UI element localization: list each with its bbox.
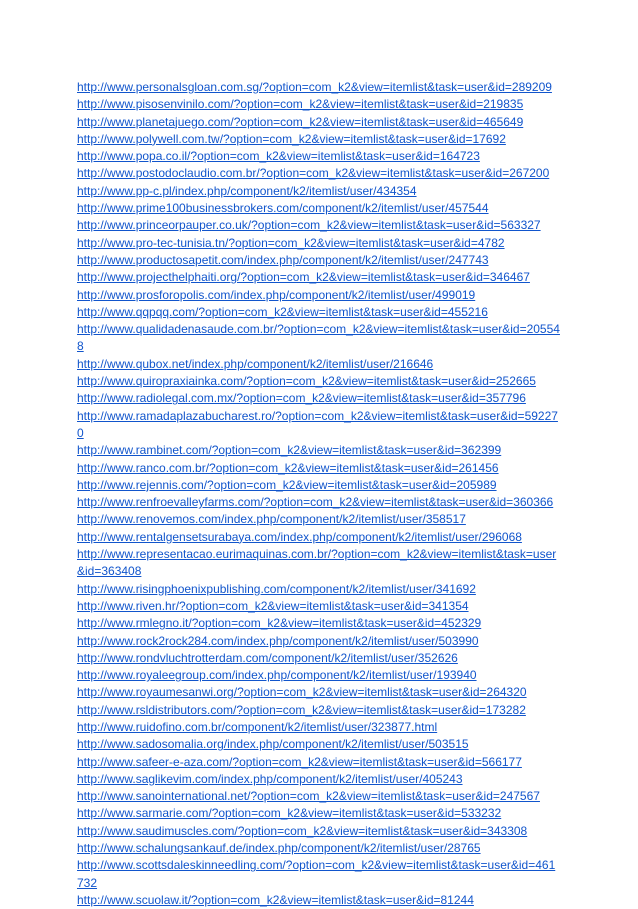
link-item[interactable]: http://www.renovemos.com/index.php/component/k2/itemlist/user/358517 — [77, 512, 466, 527]
link-item[interactable]: http://www.safeer-e-aza.com/?option=com_k2&view=itemlist&task=user&id=566177 — [77, 754, 522, 769]
link-item[interactable]: http://www.projecthelphaiti.org/?option=com_k2&view=itemlist&task=user&id=346467 — [77, 270, 530, 285]
link-item[interactable]: http://www.rsldistributors.com/?option=com_k2&view=itemlist&task=user&id=173282 — [77, 702, 526, 717]
link-item[interactable]: http://www.productosapetit.com/index.php/component/k2/itemlist/user/247743 — [77, 252, 489, 267]
link-item[interactable]: http://www.ranco.com.br/?option=com_k2&view=itemlist&task=user&id=261456 — [77, 460, 499, 475]
link-item[interactable]: http://www.rondvluchtrotterdam.com/component/k2/itemlist/user/352626 — [77, 650, 458, 665]
link-item[interactable]: http://www.postodoclaudio.com.br/?option=com_k2&view=itemlist&task=user&id=267200 — [77, 166, 550, 181]
link-item[interactable]: http://www.ruidofino.com.br/component/k2/itemlist/user/323877.html — [77, 719, 438, 734]
link-item[interactable]: http://www.popa.co.il/?option=com_k2&view=itemlist&task=user&id=164723 — [77, 149, 480, 164]
link-list — [77, 79, 561, 909]
link-item[interactable]: http://www.renfroevalleyfarms.com/?option=com_k2&view=itemlist&task=user&id=360366 — [77, 495, 554, 510]
document-page — [77, 79, 561, 909]
link-item[interactable]: http://www.rentalgensetsurabaya.com/index.php/component/k2/itemlist/user/296068 — [77, 529, 522, 544]
link-item[interactable]: http://www.qualidadenasaude.com.br/?option=com_k2&view=itemlist&task=user&id=205548 — [77, 322, 560, 354]
link-item[interactable]: http://www.riven.hr/?option=com_k2&view=itemlist&task=user&id=341354 — [77, 598, 469, 613]
link-item[interactable]: http://www.polywell.com.tw/?option=com_k2&view=itemlist&task=user&id=17692 — [77, 131, 506, 146]
link-item[interactable]: http://www.rambinet.com/?option=com_k2&view=itemlist&task=user&id=362399 — [77, 443, 502, 458]
link-item[interactable]: http://www.royaleegroup.com/index.php/component/k2/itemlist/user/193940 — [77, 668, 477, 683]
link-item[interactable]: http://www.quiropraxiainka.com/?option=com_k2&view=itemlist&task=user&id=252665 — [77, 374, 536, 389]
link-item[interactable]: http://www.sanointernational.net/?option=com_k2&view=itemlist&task=user&id=247567 — [77, 789, 540, 804]
link-item[interactable]: http://www.qqpqq.com/?option=com_k2&view=itemlist&task=user&id=455216 — [77, 304, 488, 319]
link-item[interactable]: http://www.rejennis.com/?option=com_k2&view=itemlist&task=user&id=205989 — [77, 477, 497, 492]
link-item[interactable]: http://www.ramadaplazabucharest.ro/?option=com_k2&view=itemlist&task=user&id=592270 — [77, 408, 558, 440]
link-item[interactable]: http://www.saglikevim.com/index.php/component/k2/itemlist/user/405243 — [77, 771, 463, 786]
link-item[interactable]: http://www.sadosomalia.org/index.php/component/k2/itemlist/user/503515 — [77, 737, 469, 752]
link-item[interactable]: http://www.prime100businessbrokers.com/component/k2/itemlist/user/457544 — [77, 201, 489, 216]
link-item[interactable]: http://www.princeorpauper.co.uk/?option=com_k2&view=itemlist&task=user&id=563327 — [77, 218, 541, 233]
link-item[interactable]: http://www.representacao.eurimaquinas.com.br/?option=com_k2&view=itemlist&task=user&id=363408 — [77, 547, 557, 579]
link-item[interactable]: http://www.rock2rock284.com/index.php/component/k2/itemlist/user/503990 — [77, 633, 479, 648]
link-item[interactable]: http://www.qubox.net/index.php/component/k2/itemlist/user/216646 — [77, 356, 434, 371]
link-item[interactable]: http://www.saudimuscles.com/?option=com_k2&view=itemlist&task=user&id=343308 — [77, 823, 528, 838]
link-item[interactable]: http://www.pro-tec-tunisia.tn/?option=com_k2&view=itemlist&task=user&id=4782 — [77, 235, 505, 250]
link-item[interactable]: http://www.pisosenvinilo.com/?option=com_k2&view=itemlist&task=user&id=219835 — [77, 97, 524, 112]
link-item[interactable]: http://www.planetajuego.com/?option=com_k2&view=itemlist&task=user&id=465649 — [77, 114, 524, 129]
link-item[interactable]: http://www.risingphoenixpublishing.com/component/k2/itemlist/user/341692 — [77, 581, 476, 596]
link-item[interactable]: http://www.royaumesanwi.org/?option=com_k2&view=itemlist&task=user&id=264320 — [77, 685, 527, 700]
link-item[interactable]: http://www.radiolegal.com.mx/?option=com_k2&view=itemlist&task=user&id=357796 — [77, 391, 526, 406]
link-item[interactable]: http://www.scuolaw.it/?option=com_k2&view=itemlist&task=user&id=81244 — [77, 892, 474, 907]
link-item[interactable]: http://www.schalungsankauf.de/index.php/component/k2/itemlist/user/28765 — [77, 841, 481, 856]
link-item[interactable]: http://www.pp-c.pl/index.php/component/k2/itemlist/user/434354 — [77, 183, 417, 198]
link-item[interactable]: http://www.personalsgloan.com.sg/?option=com_k2&view=itemlist&task=user&id=289209 — [77, 80, 552, 94]
link-item[interactable]: http://www.sarmarie.com/?option=com_k2&view=itemlist&task=user&id=533232 — [77, 806, 502, 821]
link-item[interactable]: http://www.rmlegno.it/?option=com_k2&view=itemlist&task=user&id=452329 — [77, 616, 482, 631]
link-item[interactable]: http://www.prosforopolis.com/index.php/component/k2/itemlist/user/499019 — [77, 287, 476, 302]
link-item[interactable]: http://www.scottsdaleskinneedling.com/?option=com_k2&view=itemlist&task=user&id=461732 — [77, 858, 556, 890]
